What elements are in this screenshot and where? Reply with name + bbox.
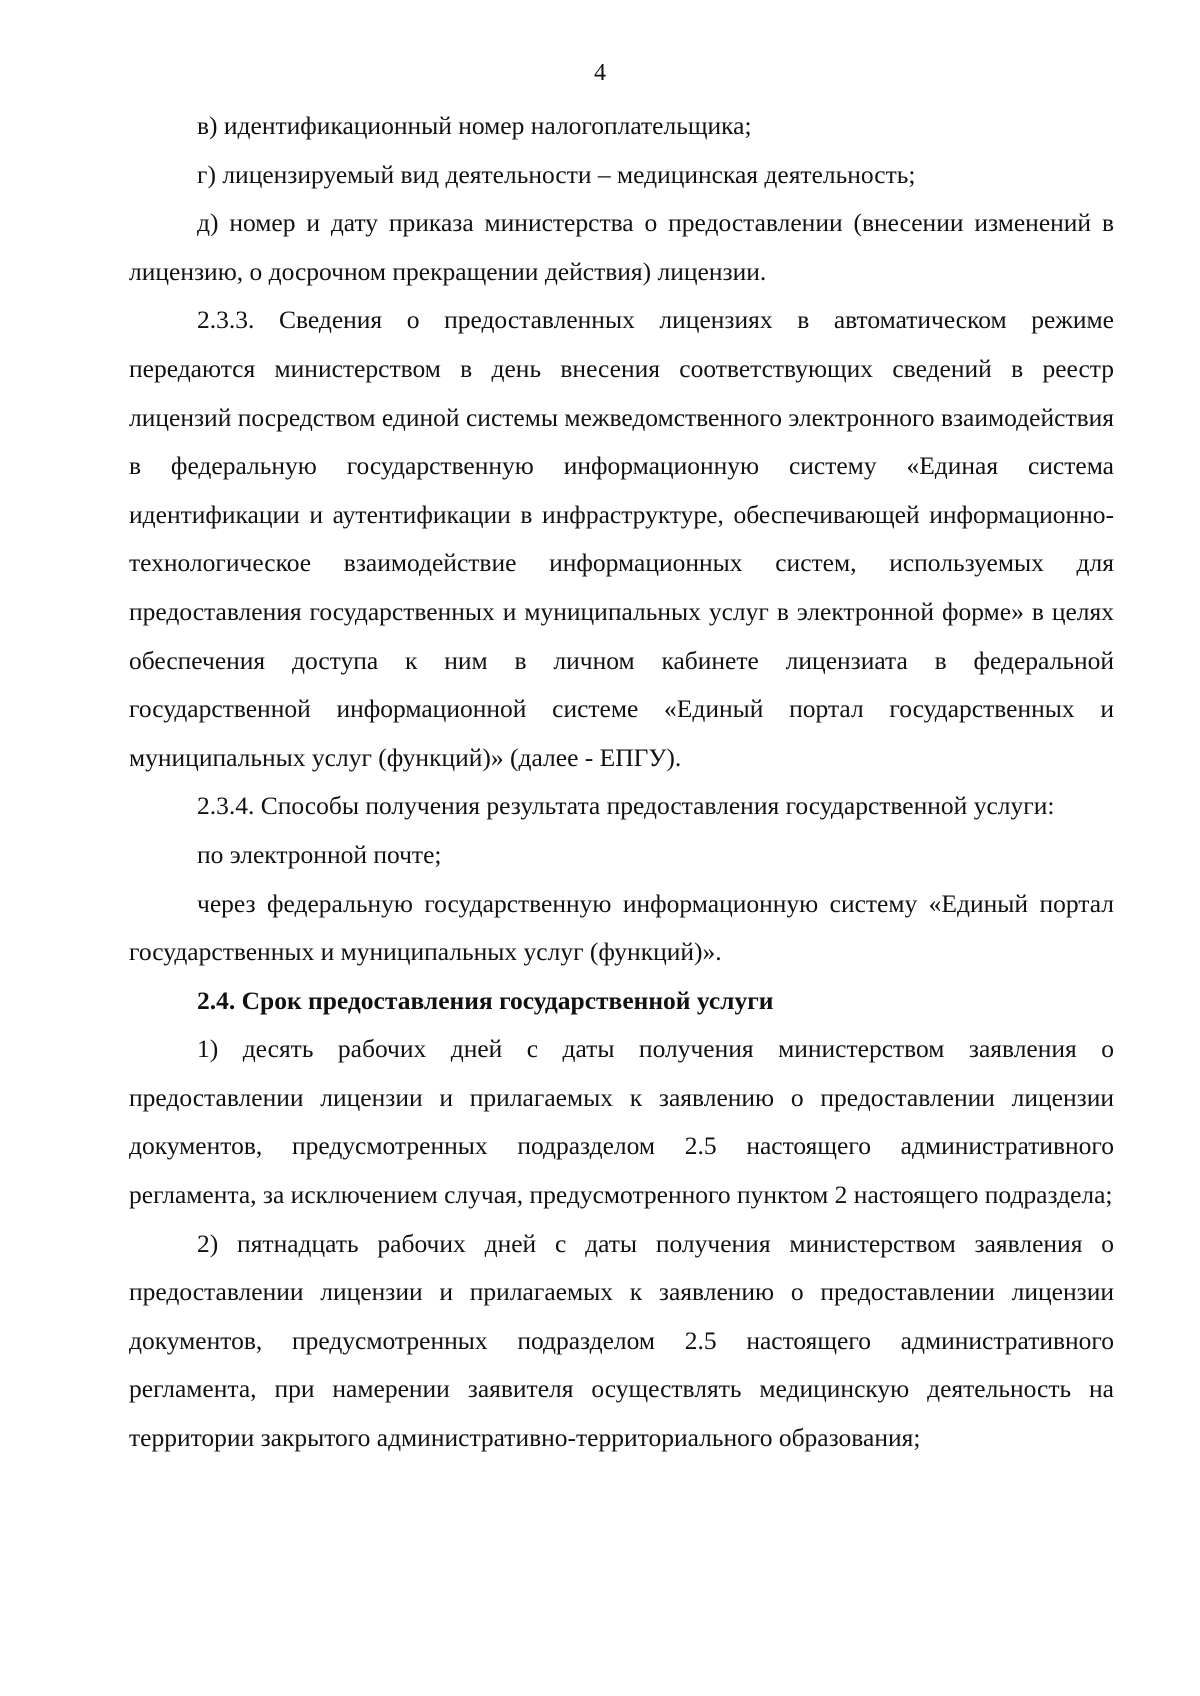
section-heading-2-4: 2.4. Срок предоставления государственной услуги [197,985,774,1015]
document-body [129,102,1114,1463]
paragraph-2-3-3: 2.3.3. Сведения о предоставленных лицензиях в автоматическом режиме передаются министерством в день внесения соответствующих сведений в реестр лицензий посредством единой системы межведомственного электронного взаимодействия в федеральную государственную информационную систему «Единая система идентификации и аутентификации в инфраструктуре, обеспечивающей информационно-технологическое взаимодействие информационных систем, используемых для предоставления государственных и муниципальных услуг в электронной форме» в целях обеспечения доступа к ним в личном кабинете лицензиата в федеральной государственной информационной системе «Единый портал государственных и муниципальных услуг (функций)» (далее - ЕПГУ). [129,305,1114,772]
paragraph-term-1: 1) десять рабочих дней с даты получения министерством заявления о предоставлении лицензии и прилагаемых к заявлению о предоставлении лицензии документов, предусмотренных подразделом 2.5 настоящего административного регламента, за исключением случая, предусмотренного пунктом 2 настоящего подраздела; [129,1034,1114,1210]
paragraph-order-number: д) номер и дату приказа министерства о предоставлении (внесении изменений в лицензию, о досрочном прекращении действия) лицензии. [129,208,1114,286]
paragraph-2-3-4: 2.3.4. Способы получения результата предоставления государственной услуги: [197,791,1055,821]
paragraph-term-2: 2) пятнадцать рабочих дней с даты получения министерством заявления о предоставлении лицензии и прилагаемых к заявлению о предоставлении лицензии документов, предусмотренных подразделом 2.5 настоящего административного регламента, при намерении заявителя осуществлять медицинскую деятельность на территории закрытого административно-территориального образования; [129,1228,1114,1453]
paragraph-activity-type: г) лицензируемый вид деятельности – медицинская деятельность; [197,159,916,189]
page-number: 4 [594,60,606,86]
paragraph-inn: в) идентификационный номер налогоплательщика; [197,111,752,140]
paragraph-email: по электронной почте; [197,839,442,869]
paragraph-epgu: через федеральную государственную информационную систему «Единый портал государственных и муниципальных услуг (функций)». [129,888,1114,967]
